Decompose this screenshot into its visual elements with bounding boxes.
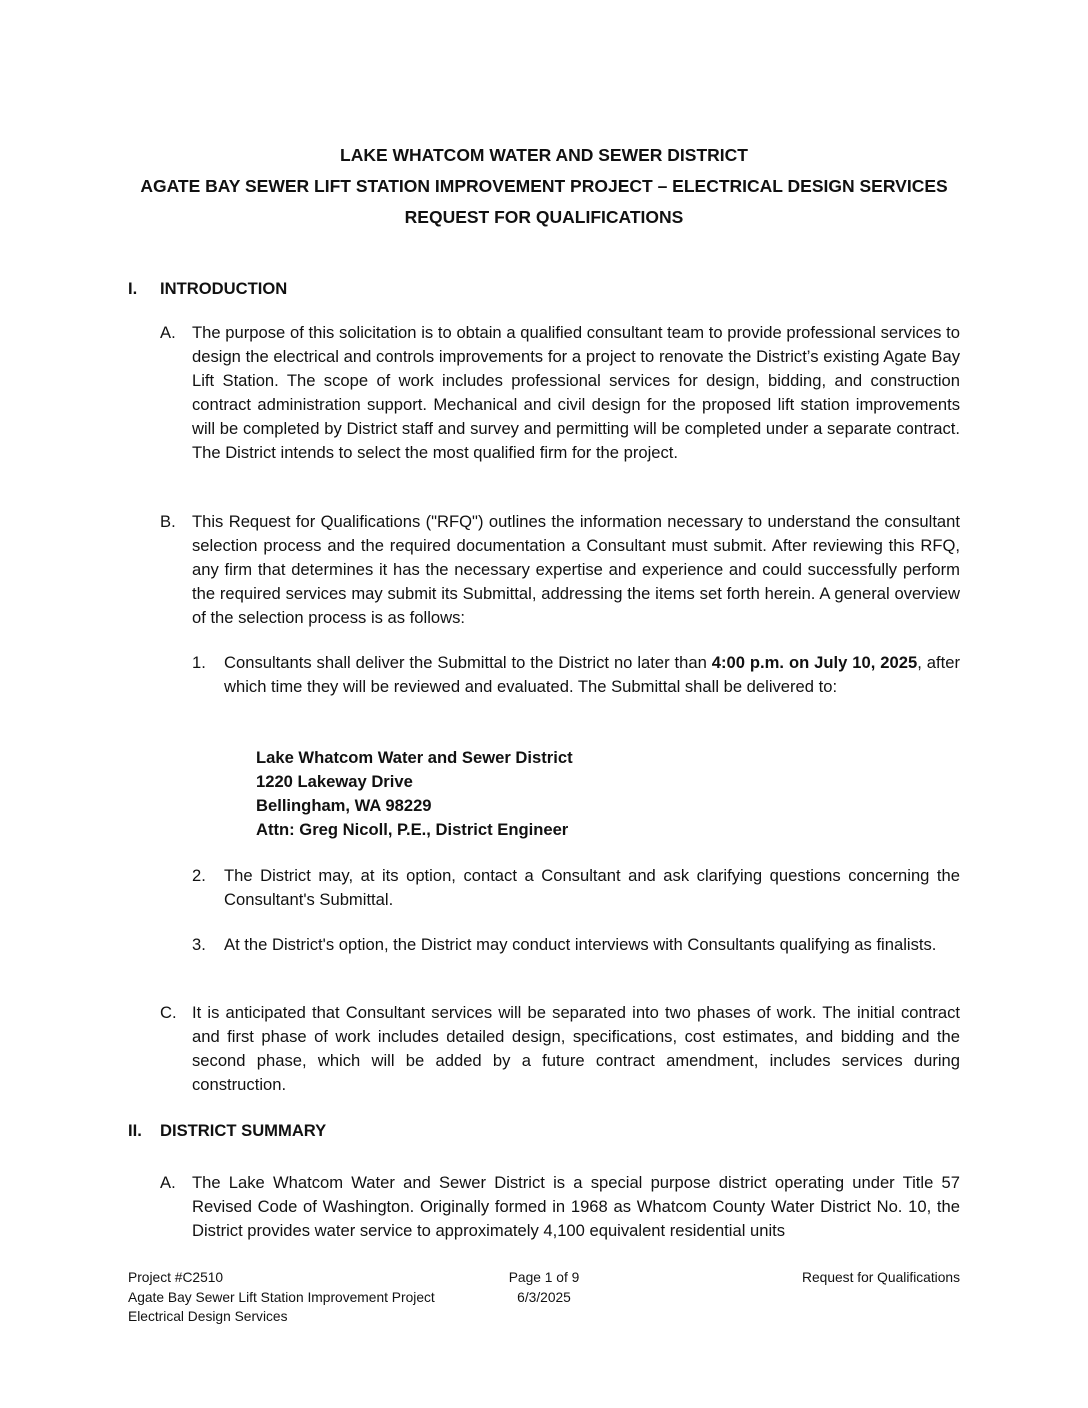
paragraph-b-rfq-overview	[160, 510, 960, 630]
section-heading-introduction	[128, 277, 287, 301]
paragraph-text: The purpose of this solicitation is to obtain a qualified consultant team to provide professional services to design the electrical and controls improvements for a project to renovate the District’s existing Agate Bay Lift Station. The scope of work includes professional services for design, bidding, and construction contract administration support. Mechanical and civil design for the proposed lift station improvements will be completed by District staff and survey and permitting will be completed under a separate contract. The District intends to select the most qualified firm for the project.	[192, 323, 960, 462]
deadline-text-before: Consultants shall deliver the Submittal to the District no later than	[224, 653, 712, 672]
list-item-label: 3.	[192, 935, 206, 954]
list-item-1-submittal-deadline	[192, 651, 960, 699]
list-item-text: At the District's option, the District may conduct interviews with Consultants qualifying as finalists.	[224, 935, 937, 954]
footer-project-info	[128, 1268, 435, 1327]
address-line-attention: Attn: Greg Nicoll, P.E., District Engineer	[256, 820, 569, 839]
section-number: I.	[128, 279, 138, 298]
paragraph-a-purpose	[160, 321, 960, 465]
footer-document-type	[802, 1268, 960, 1288]
project-title: AGATE BAY SEWER LIFT STATION IMPROVEMENT PROJECT – ELECTRICAL DESIGN SERVICES	[140, 176, 948, 196]
delivery-address	[256, 746, 573, 842]
list-item-text	[224, 651, 960, 699]
section-heading-district-summary	[128, 1119, 326, 1143]
section-title: INTRODUCTION	[160, 279, 288, 298]
paragraph-text: It is anticipated that Consultant services will be separated into two phases of work. The initial contract and first phase of work includes detailed design, specifications, cost estimates, and bidding and the second phase, which will be added by a future contract amendment, includes services during construction.	[192, 1003, 960, 1094]
section-title: DISTRICT SUMMARY	[160, 1121, 327, 1140]
paragraph-text: This Request for Qualifications ("RFQ") outlines the information necessary to understand the consultant selection process and the required documentation a Consultant must submit. After reviewing this RFQ, any firm that determines it has the necessary expertise and experience and could successfully perform the required services may submit its Submittal, addressing the items set forth herein. A general overview of the selection process is as follows:	[192, 512, 960, 627]
section-number: II.	[128, 1121, 142, 1140]
list-item-label: 2.	[192, 866, 206, 885]
submittal-deadline: 4:00 p.m. on July 10, 2025	[711, 653, 918, 672]
district-name-title: LAKE WHATCOM WATER AND SEWER DISTRICT	[340, 145, 748, 165]
deadline-text-after: , after which time they will be reviewed and evaluated. The Submittal shall be delivered to:	[224, 653, 960, 696]
paragraph-text: The Lake Whatcom Water and Sewer District is a special purpose district operating under Title 57 Revised Code of Washington. Originally formed in 1968 as Whatcom County Water District No. 10, the District provides water service to approximately 4,100 equivalent residential units	[192, 1173, 960, 1240]
list-item-label: 1.	[192, 653, 206, 672]
footer-date: 6/3/2025	[517, 1289, 571, 1305]
document-title-block	[0, 140, 1088, 233]
paragraph-label: B.	[160, 512, 176, 531]
list-item-text: The District may, at its option, contact a Consultant and ask clarifying questions concerning the Consultant's Submittal.	[224, 866, 960, 909]
footer-project-number: Project #C2510	[128, 1270, 224, 1285]
list-item-2-clarifying-questions	[192, 864, 960, 912]
footer-page-info	[506, 1268, 582, 1307]
footer-page-number: Page 1 of 9	[508, 1270, 580, 1285]
address-line-organization: Lake Whatcom Water and Sewer District	[256, 748, 573, 767]
paragraph-c-phases	[160, 1001, 960, 1097]
paragraph-a-district-description	[160, 1171, 960, 1243]
paragraph-label: A.	[160, 323, 176, 342]
footer-document-label: Request for Qualifications	[802, 1270, 960, 1285]
footer-project-name: Agate Bay Sewer Lift Station Improvement Project	[128, 1289, 435, 1305]
rfq-title: REQUEST FOR QUALIFICATIONS	[404, 207, 684, 227]
paragraph-label: A.	[160, 1173, 176, 1192]
address-line-street: 1220 Lakeway Drive	[256, 772, 413, 791]
footer-services: Electrical Design Services	[128, 1309, 288, 1324]
paragraph-label: C.	[160, 1003, 177, 1022]
address-line-city: Bellingham, WA 98229	[256, 796, 432, 815]
list-item-3-interviews	[192, 933, 960, 957]
